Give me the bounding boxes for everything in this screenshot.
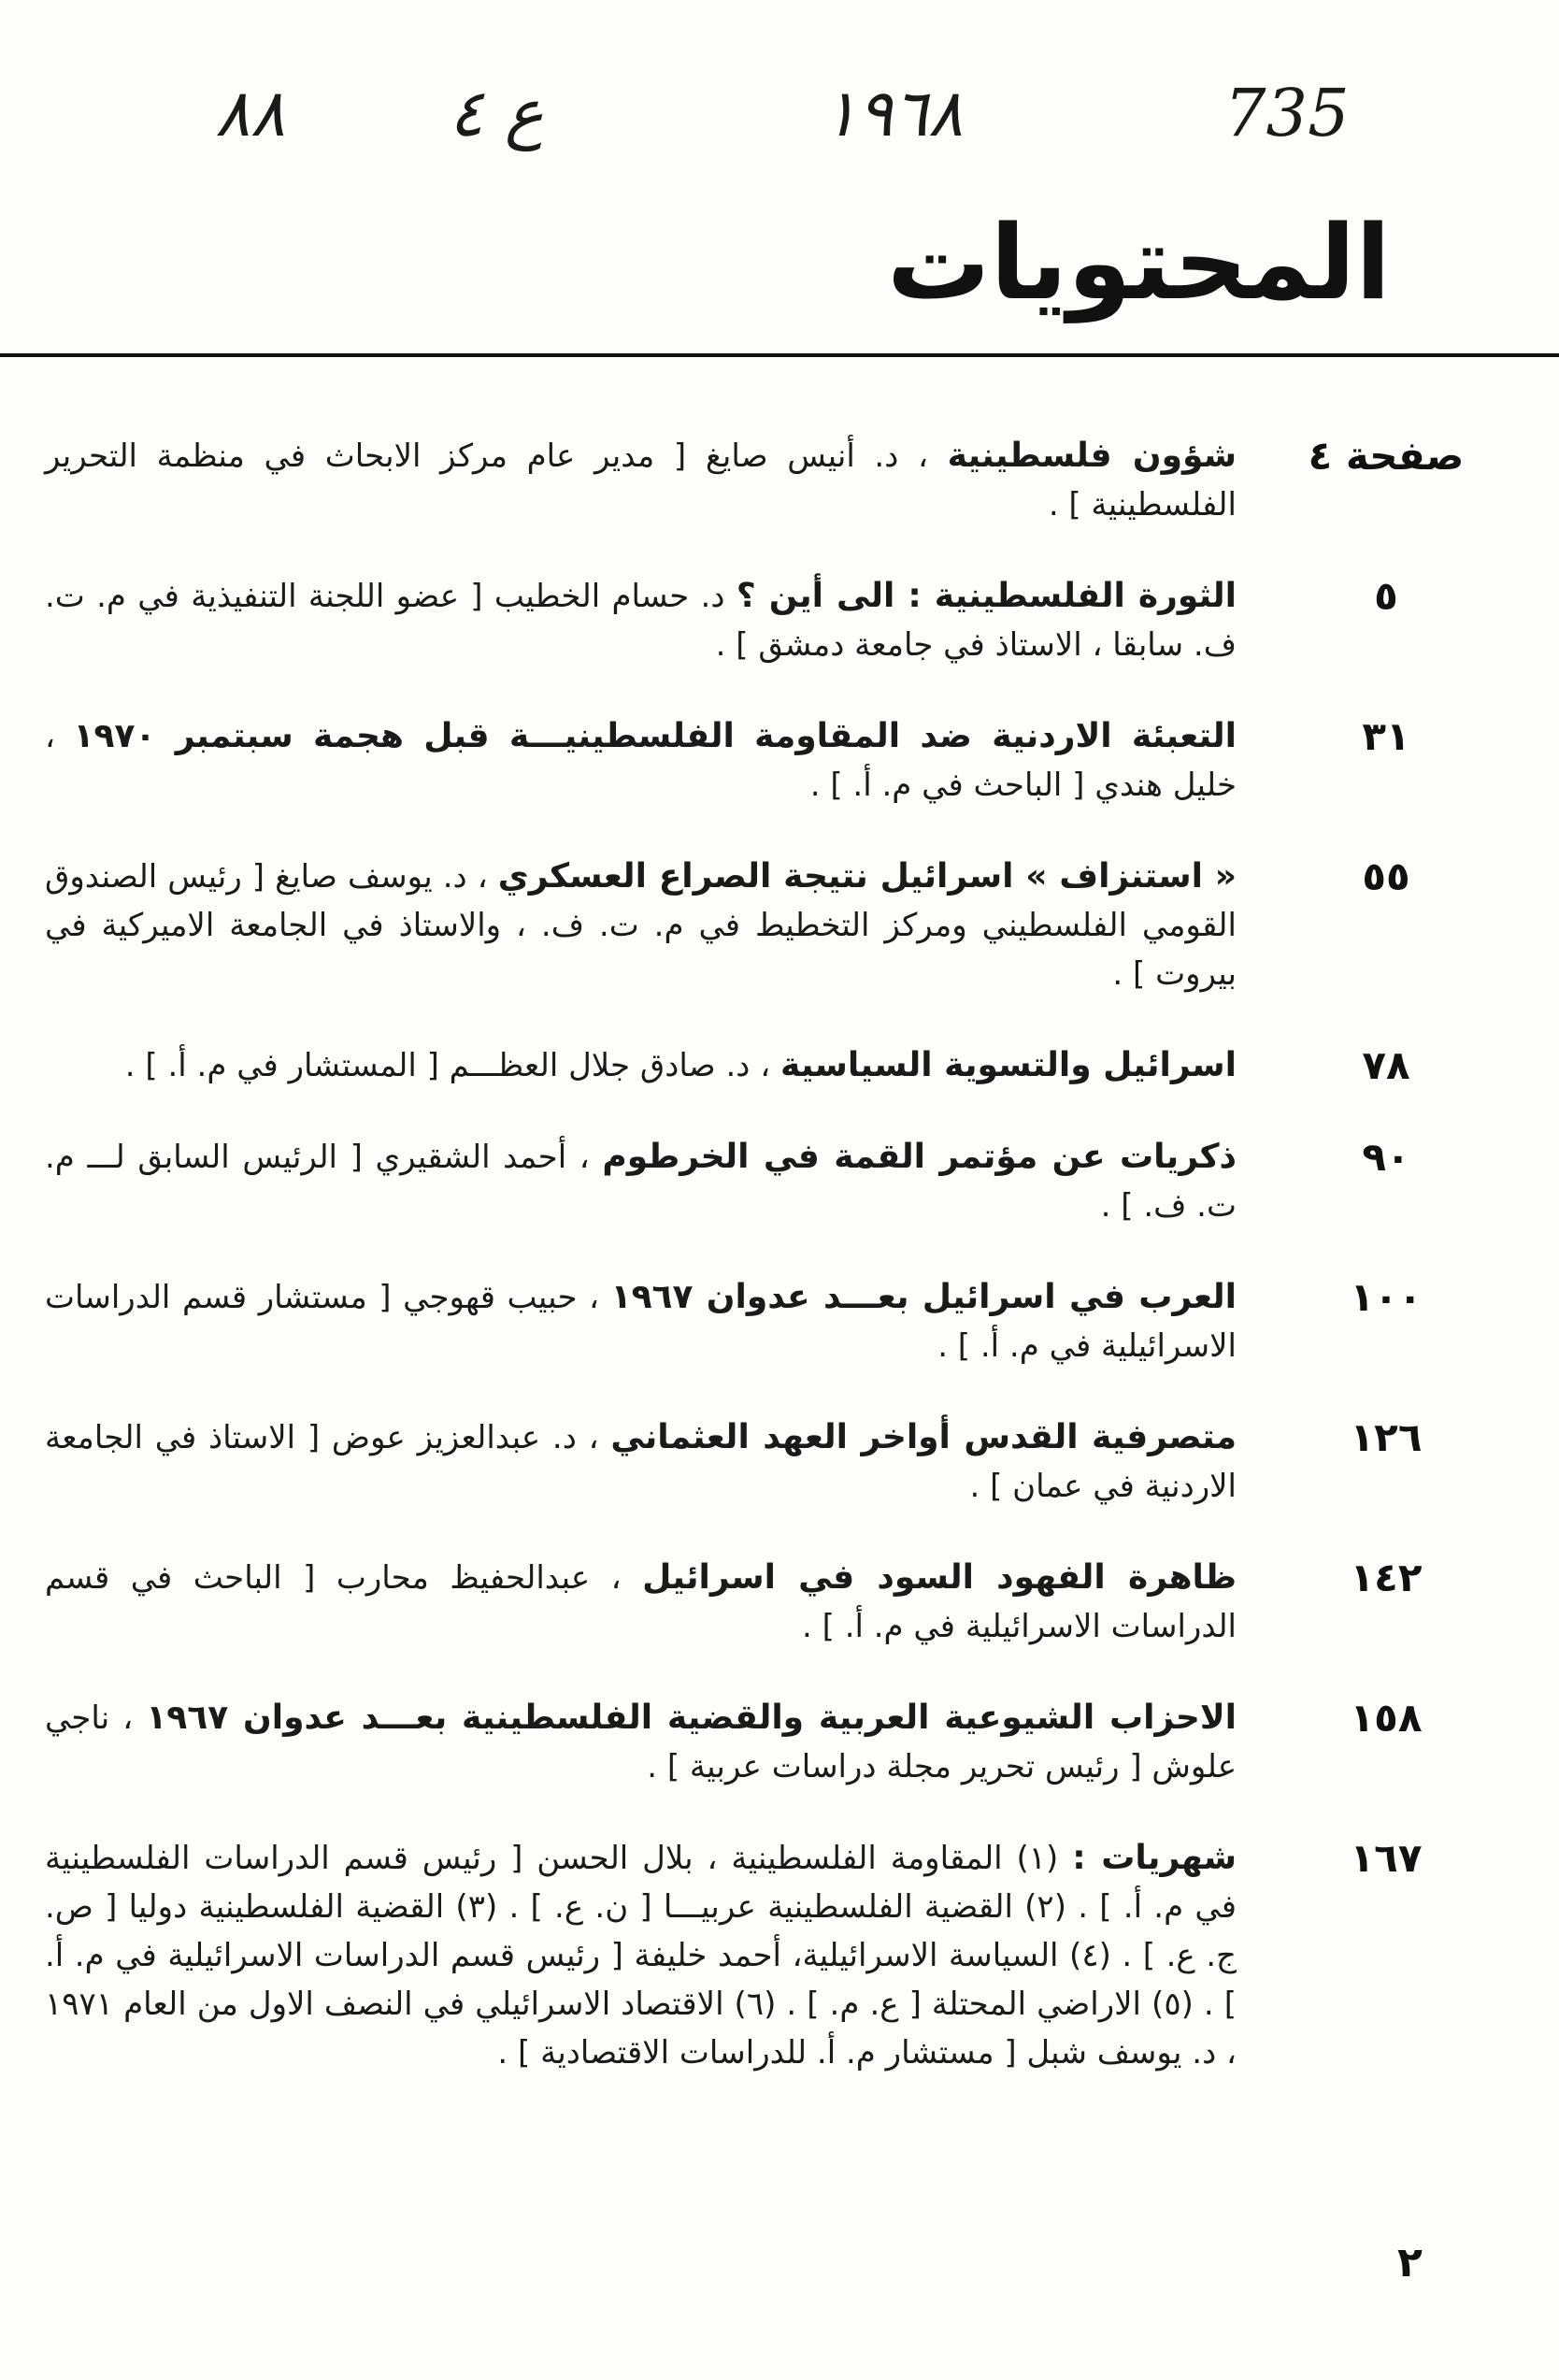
entry-details: ، ناجي علوش [ رئيس تحرير مجلة دراسات عربية ] . [45, 1699, 1237, 1785]
handwritten-note-3: ع ٤ [449, 75, 544, 151]
entry-title: شهريات : [1072, 1839, 1237, 1877]
entry-details: ، خليل هندي [ الباحث في م. أ. ] . [45, 718, 1237, 804]
toc-entry [0, 1133, 1559, 1230]
entry-title: متصرفية القدس أواخر العهد العثماني [610, 1418, 1237, 1456]
entry-details: ، عبدالحفيظ محارب [ الباحث في قسم الدراسات الاسرائيلية في م. أ. ] . [45, 1559, 1237, 1645]
entry-text [45, 572, 1237, 669]
toc-entry [0, 853, 1559, 998]
entry-page-number: ١٠٠ [1350, 1274, 1423, 1320]
entry-page-number: ٣١ [1362, 713, 1410, 759]
title-divider [0, 353, 1559, 357]
entry-text [45, 1273, 1237, 1370]
entry-details: (١) المقاومة الفلسطينية ، بلال الحسن [ رئيس قسم الدراسات الفلسطينية في م. أ. ] . (٢) القضية الفلسطينية عربيـــا [ ن. ع. ] . (٣) القضية الفلسطينية دوليا [ ص. ج. ع. ] . (٤) السياسة الاسرائيلية، أحمد خليفة [ رئيس قسم الدراسات الاسرائيلية في م. أ. ] . (٥) الاراضي المحتلة [ ع. م. ] . (٦) الاقتصاد الاسرائيلي في النصف الاول من العام ١٩٧١ ، د. يوسف شبل [ مستشار م. أ. للدراسات الاقتصادية ] . [45, 1840, 1237, 2072]
entry-page-number: ٥٥ [1362, 853, 1410, 899]
entry-title: ظاهرة الفهود السود في اسرائيل [642, 1558, 1237, 1597]
handwritten-note-1: 735 [1224, 75, 1350, 151]
entry-details: ، د. صادق جلال العظـــم [ المستشار في م. أ. ] . [124, 1047, 780, 1084]
entry-title: الاحزاب الشيوعية العربية والقضية الفلسطينية بعـــد عدوان ١٩٦٧ [146, 1699, 1237, 1737]
entry-text [45, 712, 1237, 810]
entry-page-number: ١٥٨ [1350, 1695, 1423, 1741]
entry-text [45, 853, 1237, 998]
toc-entry [0, 1834, 1559, 2077]
entry-page-number: ١٦٧ [1350, 1835, 1423, 1881]
entry-text [45, 1133, 1237, 1230]
entry-text [45, 432, 1237, 529]
entry-title: شؤون فلسطينية [947, 437, 1237, 475]
entry-details: ، د. أنيس صايغ [ مدير عام مركز الابحاث في منظمة التحرير الفلسطينية ] . [45, 437, 1237, 523]
toc-entry [0, 1273, 1559, 1370]
entry-details: د. حسام الخطيب [ عضو اللجنة التنفيذية في م. ت. ف. سابقا ، الاستاذ في جامعة دمشق ] . [45, 578, 1237, 664]
page-number: ٢ [1397, 2239, 1423, 2287]
entry-text [45, 1413, 1237, 1511]
toc-entry [0, 572, 1559, 669]
entry-text [45, 1554, 1237, 1651]
entry-page-number: ٩٠ [1362, 1134, 1410, 1180]
entry-title: التعبئة الاردنية ضد المقاومة الفلسطينيـــة قبل هجمة سبتمبر ١٩٧٠ [73, 717, 1237, 755]
entry-title: اسرائيل والتسوية السياسية [780, 1046, 1237, 1084]
entry-text [45, 1041, 1237, 1090]
contents-list [0, 432, 1559, 2120]
entry-title: ذكريات عن مؤتمر القمة في الخرطوم [602, 1138, 1237, 1176]
entry-page-number: ١٤٢ [1350, 1555, 1423, 1600]
toc-entry [0, 712, 1559, 810]
entry-text [45, 1694, 1237, 1791]
entry-title: الثورة الفلسطينية : الى أين ؟ [736, 577, 1237, 615]
entry-details: ، د. عبدالعزيز عوض [ الاستاذ في الجامعة الاردنية في عمان ] . [45, 1419, 1237, 1505]
entry-title: العرب في اسرائيل بعـــد عدوان ١٩٦٧ [610, 1278, 1237, 1316]
handwritten-note-2: ١٩٦٨ [822, 75, 964, 151]
entry-page-number: ١٢٦ [1350, 1414, 1423, 1460]
entry-text [45, 1834, 1237, 2077]
toc-entry [0, 432, 1559, 529]
entry-page-number: صفحة ٤ [1308, 433, 1465, 479]
entry-details: ، أحمد الشقيري [ الرئيس السابق لـــ م. ت. ف. ] . [45, 1139, 1237, 1225]
entry-page-number: ٧٨ [1362, 1042, 1410, 1088]
page-title: المحتويات [886, 203, 1391, 323]
toc-entry [0, 1413, 1559, 1511]
toc-entry [0, 1694, 1559, 1791]
handwritten-note-4: ٨٨ [215, 75, 286, 151]
entry-details: ، د. يوسف صايغ [ رئيس الصندوق القومي الفلسطيني ومركز التخطيط في م. ت. ف. ، والاستاذ في الجامعة الاميركية في بيروت ] . [45, 858, 1237, 993]
entry-details: ، حبيب قهوجي [ مستشار قسم الدراسات الاسرائيلية في م. أ. ] . [45, 1279, 1237, 1365]
entry-title: « استنزاف » اسرائيل نتيجة الصراع العسكري [497, 857, 1237, 896]
toc-entry [0, 1041, 1559, 1090]
entry-page-number: ٥ [1374, 573, 1398, 619]
toc-entry [0, 1554, 1559, 1651]
